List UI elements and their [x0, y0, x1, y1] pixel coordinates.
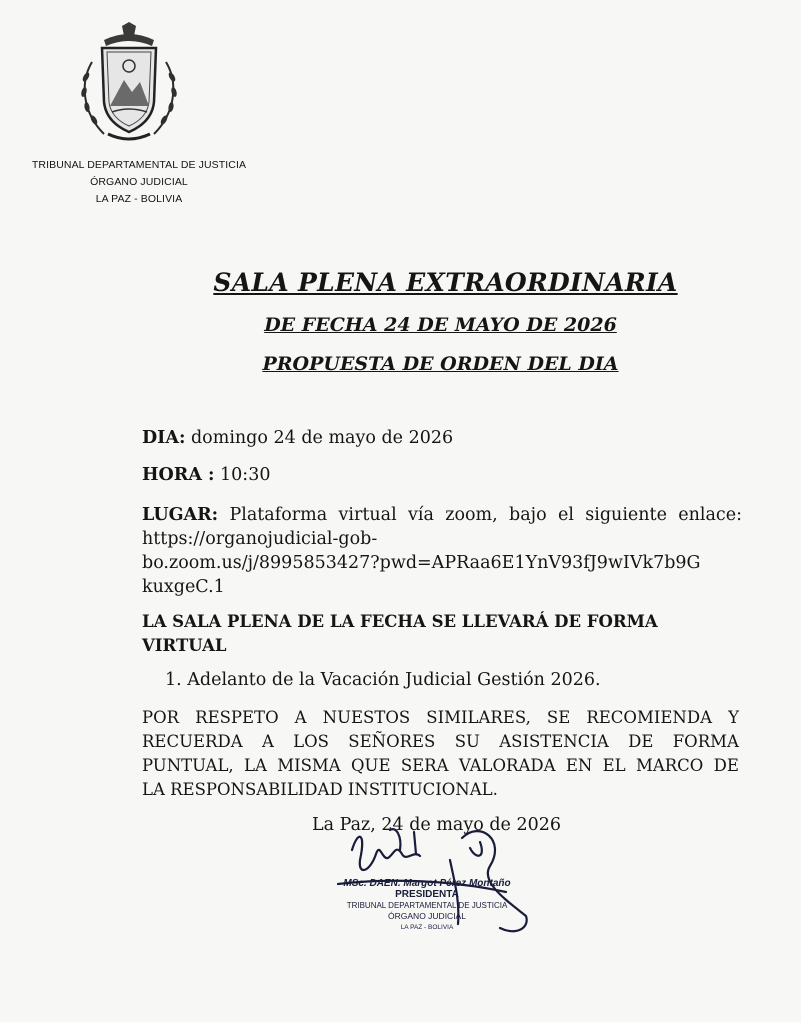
signature-stamp: [336, 878, 518, 933]
closing-word: PUNTUAL,: [142, 756, 234, 775]
institution-line: ÓRGANO JUDICIAL: [90, 176, 188, 188]
closing-line: LA RESPONSABILIDAD INSTITUCIONAL.: [142, 780, 498, 799]
document-subtitle: PROPUESTA DE ORDEN DEL DIA: [262, 353, 619, 375]
lugar-block: [142, 503, 742, 599]
closing-word: LA: [244, 756, 267, 775]
closing-line: [142, 754, 739, 778]
signer-role: PRESIDENTA: [395, 889, 459, 900]
closing-word: SU: [454, 732, 480, 751]
closing-line: [142, 730, 739, 754]
closing-word: SIMILARES,: [426, 708, 531, 727]
closing-word: FORMA: [672, 732, 739, 751]
stamp-location: LA PAZ - BOLIVIA: [400, 924, 454, 931]
hora-line: [142, 465, 270, 485]
closing-word: QUE: [351, 756, 391, 775]
zoom-link-line: kuxgeC.1: [142, 577, 225, 597]
hora-value: 10:30: [220, 465, 271, 485]
lugar-word: el: [557, 505, 574, 525]
closing-word: A: [261, 732, 274, 751]
closing-word: A: [294, 708, 307, 727]
lugar-word: vía: [408, 505, 434, 525]
lugar-word: enlace:: [678, 505, 742, 525]
closing-word: EN: [565, 756, 593, 775]
closing-word: MISMA: [277, 756, 341, 775]
closing-word: RECOMIENDA: [586, 708, 713, 727]
closing-line: [142, 706, 739, 730]
agenda-item: 1. Adelanto de la Vacación Judicial Gestión 2026.: [165, 670, 601, 690]
lugar-word: bajo: [509, 505, 547, 525]
lugar-word: siguiente: [585, 505, 667, 525]
closing-word: EL: [602, 756, 626, 775]
closing-word: SE: [546, 708, 571, 727]
lugar-word: virtual: [338, 505, 397, 525]
virtual-notice: LA SALA PLENA DE LA FECHA SE LLEVARÁ DE FORMA VIRTUAL: [142, 612, 658, 655]
document-date-title: DE FECHA 24 DE MAYO DE 2026: [264, 314, 617, 336]
zoom-link-line: https://organojudicial-gob-: [142, 529, 378, 549]
dia-line: [142, 428, 453, 448]
lugar-word: zoom,: [445, 505, 498, 525]
closing-word: RESPETO: [195, 708, 279, 727]
lugar-line: [142, 503, 742, 527]
closing-word: LOS: [293, 732, 329, 751]
dia-value: domingo 24 de mayo de 2026: [190, 428, 454, 448]
hora-label: HORA :: [142, 465, 215, 485]
institution-line: LA PAZ - BOLIVIA: [95, 193, 183, 205]
closing-word: ASISTENCIA: [499, 732, 609, 751]
dia-label: DIA:: [142, 428, 186, 448]
closing-word: DE: [628, 732, 654, 751]
stamp-organ: ÓRGANO JUDICIAL: [388, 911, 466, 921]
closing-word: SEÑORES: [348, 732, 436, 751]
closing-word: Y: [728, 708, 739, 727]
closing-word: POR: [142, 708, 180, 727]
lugar-word: Plataforma: [229, 505, 328, 525]
bolivia-coat-of-arms-logo: [74, 22, 184, 150]
institution-line: TRIBUNAL DEPARTAMENTAL DE JUSTICIA: [31, 159, 247, 171]
zoom-link-line: bo.zoom.us/j/8995853427?pwd=APRaa6E1YnV93fJ9wIVk7b9G: [142, 553, 701, 573]
closing-word: MARCO: [635, 756, 704, 775]
lugar-label: LUGAR:: [142, 505, 219, 525]
document-title: SALA PLENA EXTRAORDINARIA: [213, 268, 678, 297]
stamp-institution: TRIBUNAL DEPARTAMENTAL DE JUSTICIA: [346, 901, 508, 910]
closing-word: NUESTOS: [322, 708, 411, 727]
closing-word: RECUERDA: [142, 732, 243, 751]
signer-name: MSc. DAEN. Margot Pérez Montaño: [343, 878, 511, 889]
closing-word: SERA: [400, 756, 449, 775]
place-and-date: La Paz, 24 de mayo de 2026: [312, 815, 562, 835]
institution-header: [20, 157, 258, 208]
closing-paragraph: [142, 706, 739, 802]
closing-word: VALORADA: [458, 756, 556, 775]
closing-word: DE: [713, 756, 739, 775]
